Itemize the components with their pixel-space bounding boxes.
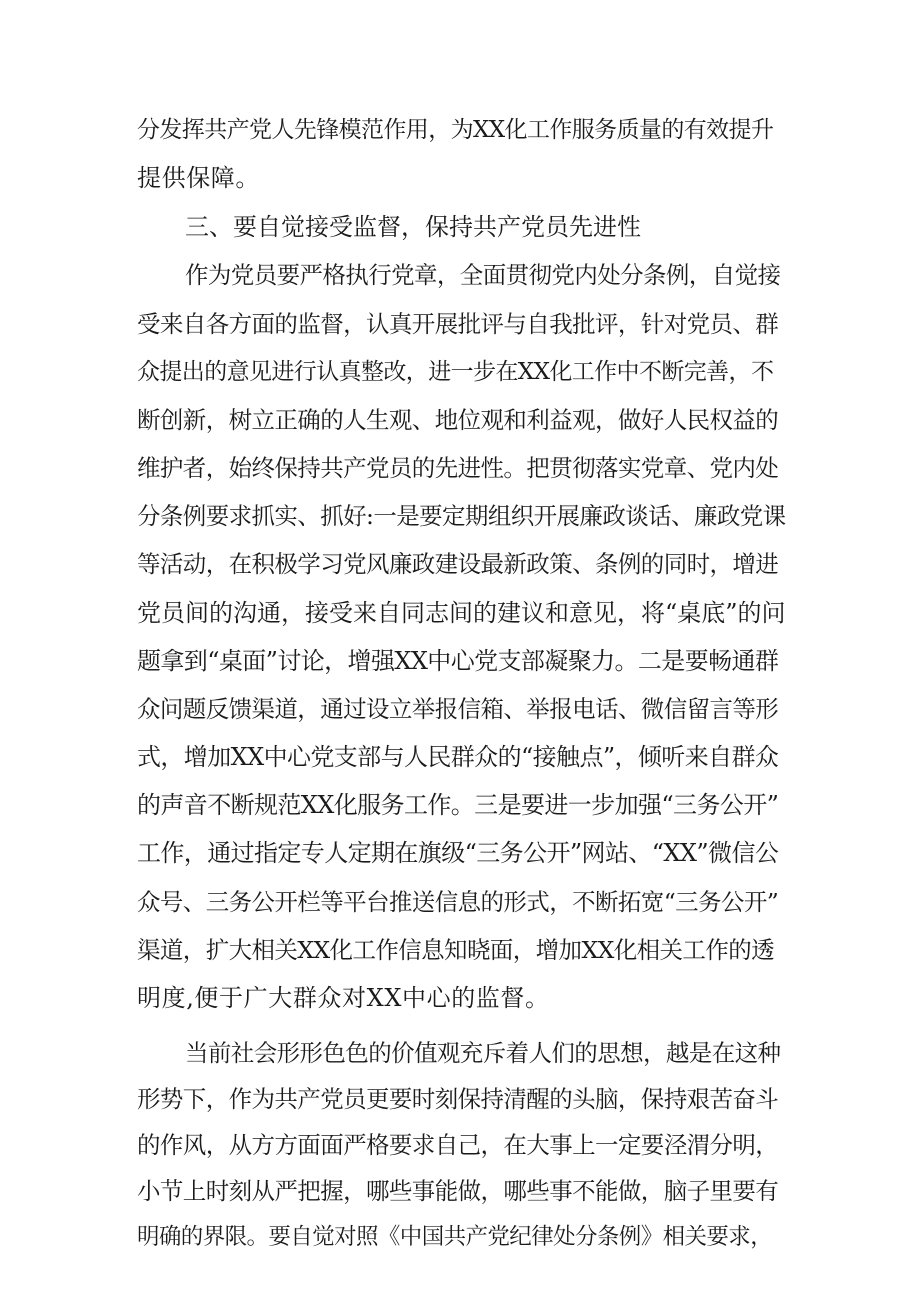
body-line: 党员间的沟通，接受来自同志间的建议和意见，将“桌底”的问 xyxy=(137,599,786,627)
body-line: 断创新，树立正确的人生观、地位观和利益观，做好人民权益的 xyxy=(137,406,779,434)
body-line: 式，增加XX中心党支部与人民群众的“接触点”，倾听来自群众 xyxy=(137,743,779,771)
body-line: 题拿到“桌面”讨论，增强XX中心党支部凝聚力。二是要畅通群 xyxy=(137,647,779,675)
body-line: 受来自各方面的监督，认真开展批评与自我批评，针对党员、群 xyxy=(137,310,779,338)
body-line: 明度,便于广大群众对XX中心的监督。 xyxy=(137,984,550,1012)
paragraph-first-line: 作为党员要严格执行党章，全面贯彻党内处分条例，自觉接 xyxy=(185,261,781,289)
body-line: 分条例要求抓实、抓好:一是要定期组织开展廉政谈话、廉政党课 xyxy=(137,502,786,530)
body-line: 众号、三务公开栏等平台推送信息的形式，不断拓宽“三务公开” xyxy=(137,888,779,916)
body-line: 的声音不断规范XX化服务工作。三是要进一步加强“三务公开” xyxy=(137,791,779,819)
body-line: 小节上时刻从严把握，哪些事能做，哪些事不能做，脑子里要有 xyxy=(137,1177,779,1205)
body-line: 提供保障。 xyxy=(137,164,260,192)
section-heading: 三、要自觉接受监督，保持共产党员先进性 xyxy=(185,213,641,241)
body-line: 工作，通过指定专人定期在旗级“三务公开”网站、“XX”微信公 xyxy=(137,839,779,867)
body-line: 众提出的意见进行认真整改，进一步在XX化工作中不断完善，不 xyxy=(137,359,774,385)
body-line: 维护者，始终保持共产党员的先进性。把贯彻落实党章、党内处 xyxy=(137,454,779,482)
body-line: 分发挥共产党人先锋模范作用，为XX化工作服务质量的有效提升 xyxy=(137,117,774,143)
paragraph-first-line: 当前社会形形色色的价值观充斥着人们的思想，越是在这种 xyxy=(185,1039,781,1067)
body-line: 形势下，作为共产党员更要时刻保持清醒的头脑，保持艰苦奋斗 xyxy=(137,1085,779,1113)
body-line: 渠道，扩大相关XX化工作信息知晓面，增加XX化相关工作的透 xyxy=(137,936,775,964)
body-line: 等活动，在积极学习党风廉政建设最新政策、条例的同时，增进 xyxy=(137,550,779,578)
body-line: 众问题反馈渠道，通过设立举报信箱、举报电话、微信留言等形 xyxy=(137,695,779,723)
body-line: 的作风，从方方面面严格要求自己，在大事上一定要泾渭分明， xyxy=(137,1131,779,1159)
body-line: 明确的界限。要自觉对照《中国共产党纪律处分条例》相关要求， xyxy=(137,1224,773,1250)
